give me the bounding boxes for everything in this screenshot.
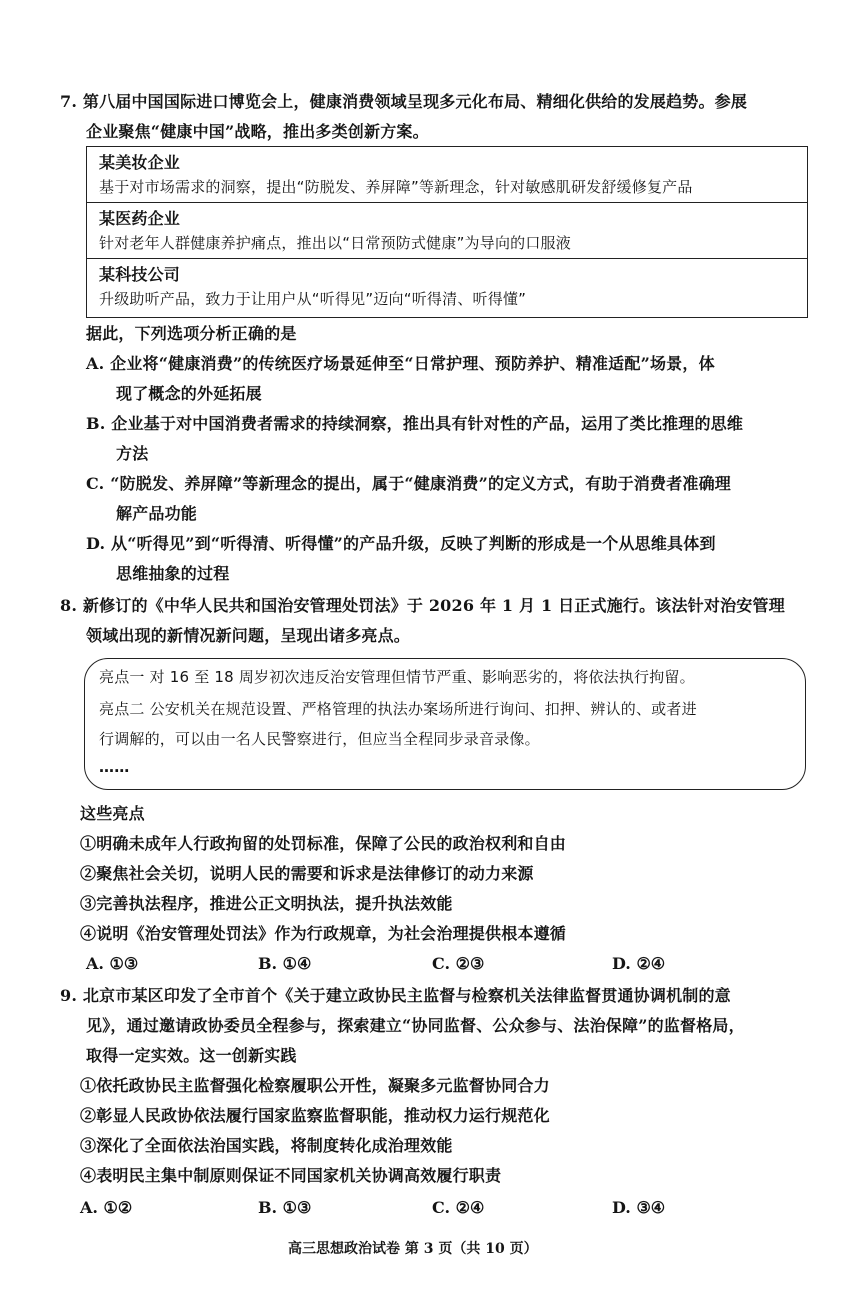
q8-statement-1: ①明确未成年人行政拘留的处罚标准，保障了公民的政治权利和自由 — [80, 834, 567, 853]
highlight-line-2: 亮点二 公安机关在规范设置、严格管理的执法办案场所进行询问、扣押、辨认的、或者进 — [99, 700, 697, 718]
q8-highlights-box — [84, 658, 806, 790]
table-row-1-name: 某美妆企业 — [99, 153, 181, 172]
q8-choice-c: C. ②③ — [432, 954, 485, 973]
table-row-1-desc: 基于对市场需求的洞察，提出“防脱发、养屏障”等新理念，针对敏感肌研发舒缓修复产品 — [99, 178, 693, 196]
q7-option-a-line-2: 现了概念的外延拓展 — [116, 384, 262, 403]
q7-option-a-line-1: A. 企业将“健康消费”的传统医疗场景延伸至“日常护理、预防养护、精准适配”场景，体 — [86, 354, 715, 373]
q9-statement-4: ④表明民主集中制原则保证不同国家机关协调高效履行职责 — [80, 1166, 502, 1185]
table-row-2-desc: 针对老年人群健康养护痛点，推出以“日常预防式健康”为导向的口服液 — [99, 234, 571, 252]
q7-stem-line-1: 7. 第八届中国国际进口博览会上，健康消费领域呈现多元化布局、精细化供给的发展趋势。参展 — [60, 92, 748, 111]
q7-option-d-line-2: 思维抽象的过程 — [116, 564, 230, 583]
q9-statement-3: ③深化了全面依法治国实践，将制度转化成治理效能 — [80, 1136, 453, 1155]
q8-statement-3: ③完善执法程序，推进公正文明执法，提升执法效能 — [80, 894, 453, 913]
q9-choice-c: C. ②④ — [432, 1198, 485, 1217]
q7-option-d-line-1: D. 从“听得见”到“听得清、听得懂”的产品升级，反映了判断的形成是一个从思维具体到 — [86, 534, 716, 553]
q8-question: 这些亮点 — [80, 804, 145, 823]
q8-choice-a: A. ①③ — [86, 954, 139, 973]
highlight-line-3: 行调解的，可以由一名人民警察进行，但应当全程同步录音录像。 — [99, 730, 540, 748]
q8-stem-line-1: 8. 新修订的《中华人民共和国治安管理处罚法》于 2026 年 1 月 1 日正式施行。该法针对治安管理 — [60, 596, 785, 615]
q8-stem-line-2: 领域出现的新情况新问题，呈现出诸多亮点。 — [86, 626, 411, 645]
q7-option-c-line-1: C. “防脱发、养屏障”等新理念的提出，属于“健康消费”的定义方式，有助于消费者准确理 — [86, 474, 732, 493]
q7-option-b-line-1: B. 企业基于对中国消费者需求的持续洞察，推出具有针对性的产品，运用了类比推理的思维 — [86, 414, 744, 433]
q7-company-table — [86, 146, 808, 318]
q8-choice-d: D. ②④ — [612, 954, 666, 973]
q7-question: 据此，下列选项分析正确的是 — [86, 324, 297, 343]
page-footer: 高三思想政治试卷 第 3 页（共 10 页） — [288, 1241, 538, 1257]
highlight-line-1: 亮点一 对 16 至 18 周岁初次违反治安管理但情节严重、影响恶劣的，将依法执行拘留。 — [99, 668, 695, 686]
q9-choice-d: D. ③④ — [612, 1198, 666, 1217]
q9-stem-line-3: 取得一定实效。这一创新实践 — [86, 1046, 297, 1065]
q8-statement-4: ④说明《治安管理处罚法》作为行政规章，为社会治理提供根本遵循 — [80, 924, 567, 943]
table-row-2-name: 某医药企业 — [99, 209, 181, 228]
q9-stem-line-2: 见》，通过邀请政协委员全程参与，探索建立“协同监督、公众参与、法治保障”的监督格局， — [86, 1016, 745, 1035]
table-divider — [87, 258, 807, 259]
q9-choice-a: A. ①② — [80, 1198, 133, 1217]
q9-statement-2: ②彰显人民政协依法履行国家监察监督职能，推动权力运行规范化 — [80, 1106, 550, 1125]
q8-choice-b: B. ①④ — [258, 954, 312, 973]
q7-option-b-line-2: 方法 — [116, 444, 149, 463]
highlight-ellipsis: …… — [99, 758, 130, 776]
q7-stem-line-2: 企业聚焦“健康中国”战略，推出多类创新方案。 — [86, 122, 429, 141]
table-divider — [87, 202, 807, 203]
table-row-3-desc: 升级助听产品，致力于让用户从“听得见”迈向“听得清、听得懂” — [99, 290, 527, 308]
q9-stem-line-1: 9. 北京市某区印发了全市首个《关于建立政协民主监督与检察机关法律监督贯通协调机制的意 — [60, 986, 731, 1005]
q9-statement-1: ①依托政协民主监督强化检察履职公开性，凝聚多元监督协同合力 — [80, 1076, 550, 1095]
table-row-3-name: 某科技公司 — [99, 265, 181, 284]
q8-statement-2: ②聚焦社会关切，说明人民的需要和诉求是法律修订的动力来源 — [80, 864, 534, 883]
q9-choice-b: B. ①③ — [258, 1198, 312, 1217]
q7-option-c-line-2: 解产品功能 — [116, 504, 198, 523]
